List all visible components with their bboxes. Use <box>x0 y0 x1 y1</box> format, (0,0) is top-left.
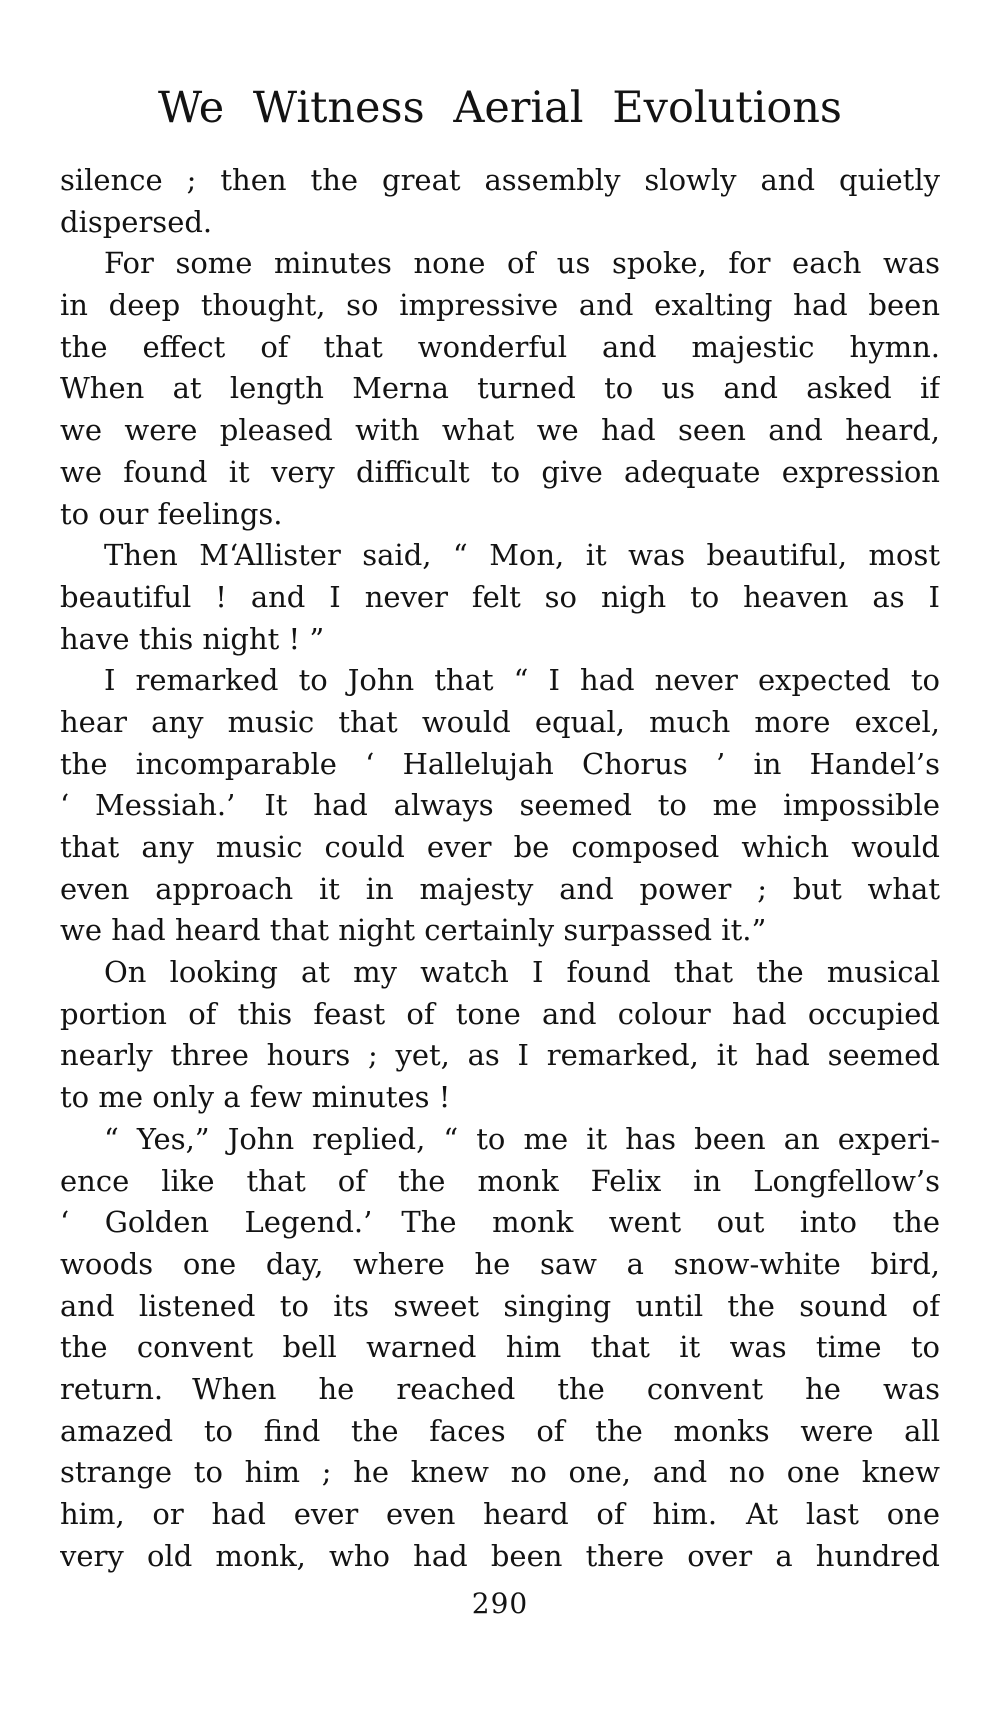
text-line: ‘ Messiah.’ It had always seemed to me impossible <box>60 788 940 823</box>
text-line: the convent bell warned him that it was time to <box>60 1330 940 1365</box>
text-line: silence ; then the great assembly slowly and quietly <box>60 163 940 197</box>
text-line: When at length Merna turned to us and asked if <box>60 371 940 406</box>
text-line: him, or had ever even heard of him. At last one <box>60 1497 940 1531</box>
text-line: and listened to its sweet singing until the sound of <box>60 1288 940 1323</box>
text-line: return. When he reached the convent he was <box>60 1371 940 1406</box>
text-line: the effect of that wonderful and majestic hymn. <box>60 329 940 364</box>
text-line: I remarked to John that “ I had never expected to <box>104 663 940 698</box>
page-title: We Witness Aerial Evolutions <box>158 83 842 133</box>
text-line: that any music could ever be composed which would <box>60 830 940 864</box>
text-line: we found it very difficult to give adequate expression <box>60 454 940 489</box>
text-line: nearly three hours ; yet, as I remarked, it had seemed <box>60 1038 940 1073</box>
text-line: have this night ! ” <box>60 621 325 656</box>
text-line: even approach it in majesty and power ; but what <box>60 871 940 906</box>
text-line: we had heard that night certainly surpassed it.” <box>60 913 767 948</box>
page-number: 290 <box>471 1587 529 1621</box>
text-line: dispersed. <box>60 204 213 239</box>
text-line: to our feelings. <box>60 496 283 531</box>
text-line: very old monk, who had been there over a hundred <box>60 1538 940 1573</box>
text-line: Then M‘Allister said, “ Mon, it was beautiful, most <box>104 538 940 573</box>
text-line: portion of this feast of tone and colour had occupied <box>60 996 940 1031</box>
text-line: “ Yes,” John replied, “ to me it has been an experi- <box>104 1121 940 1156</box>
text-line: beautiful ! and I never felt so nigh to heaven as I <box>60 579 940 614</box>
text-line: we were pleased with what we had seen and heard, <box>60 413 940 448</box>
text-body <box>60 160 940 1577</box>
text-line: On looking at my watch I found that the musical <box>104 955 940 990</box>
text-line: For some minutes none of us spoke, for each was <box>104 246 940 281</box>
text-line: ‘ Golden Legend.’ The monk went out into the <box>60 1205 940 1240</box>
text-line: in deep thought, so impressive and exalting had been <box>60 288 940 323</box>
text-line: to me only a few minutes ! <box>60 1080 451 1115</box>
text-line: amazed to find the faces of the monks were all <box>60 1413 940 1448</box>
text-line: hear any music that would equal, much more excel, <box>60 704 940 739</box>
text-line: woods one day, where he saw a snow-white bird, <box>60 1246 940 1281</box>
text-line: strange to him ; he knew no one, and no one knew <box>60 1455 940 1490</box>
text-line: ence like that of the monk Felix in Longfellow’s <box>60 1163 940 1198</box>
text-line: the incomparable ‘ Hallelujah Chorus ’ in Handel’s <box>60 746 940 781</box>
